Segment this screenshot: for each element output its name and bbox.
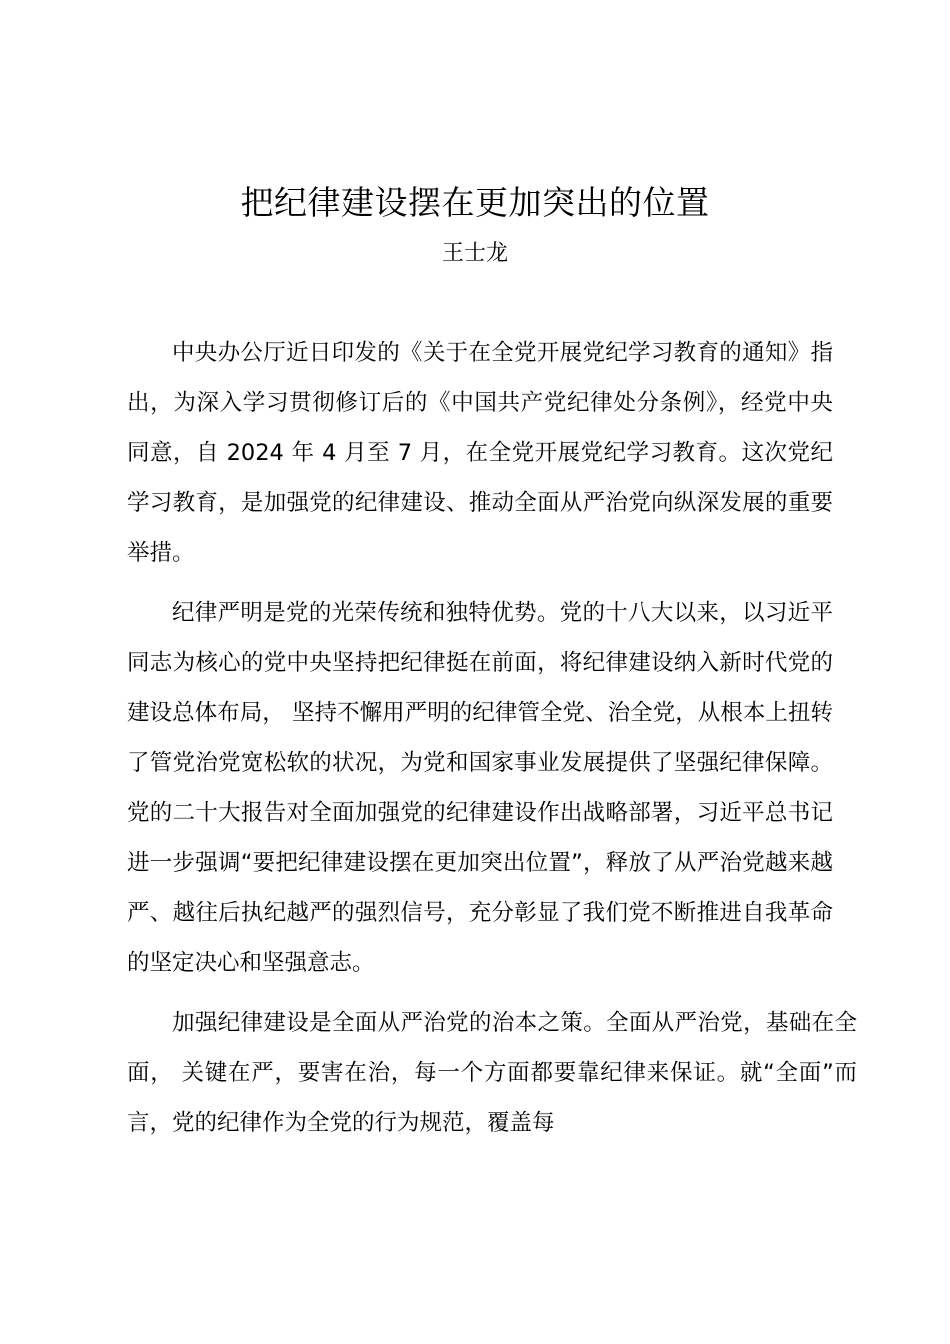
document-title: 把纪律建设摆在更加突出的位置	[240, 183, 710, 222]
paragraph: 中央办公厅近日印发的《关于在全党开展党纪学习教育的通知》指出，为深入学习贯彻修订后的《中国共产党纪律处分条例》，经党中央同意，自 2024 年 4 月至 7 月，在全党开展党纪学习教育。这次党纪学习教育，是加强党的纪律建设、推动全面从严治党向纵深发展的重要举措。	[127, 340, 833, 566]
paragraph: 加强纪律建设是全面从严治党的治本之策。全面从严治党，基础在全面， 关键在严，要害在治，每一个方面都要靠纪律来保证。就“全面”而言，党的纪律作为全党的行为规范，覆盖每	[127, 1010, 857, 1136]
document-author: 王士龙	[441, 241, 508, 266]
document-body	[127, 328, 857, 1158]
paragraph: 纪律严明是党的光荣传统和独特优势。党的十八大以来，以习近平同志为核心的党中央坚持把纪律挺在前面，将纪律建设纳入新时代党的建设总体布局， 坚持不懈用严明的纪律管全党、治全党，从根本上扭转了管党治党宽松软的状况，为党和国家事业发展提供了坚强纪律保障。党的二十大报告对全面加强党的纪律建设作出战略部署，习近平总书记进一步强调“要把纪律建设摆在更加突出位置”，释放了从严治党越来越严、越往后执纪越严的强烈信号，充分彰显了我们党不断推进自我革命的坚定决心和坚强意志。	[127, 600, 833, 976]
